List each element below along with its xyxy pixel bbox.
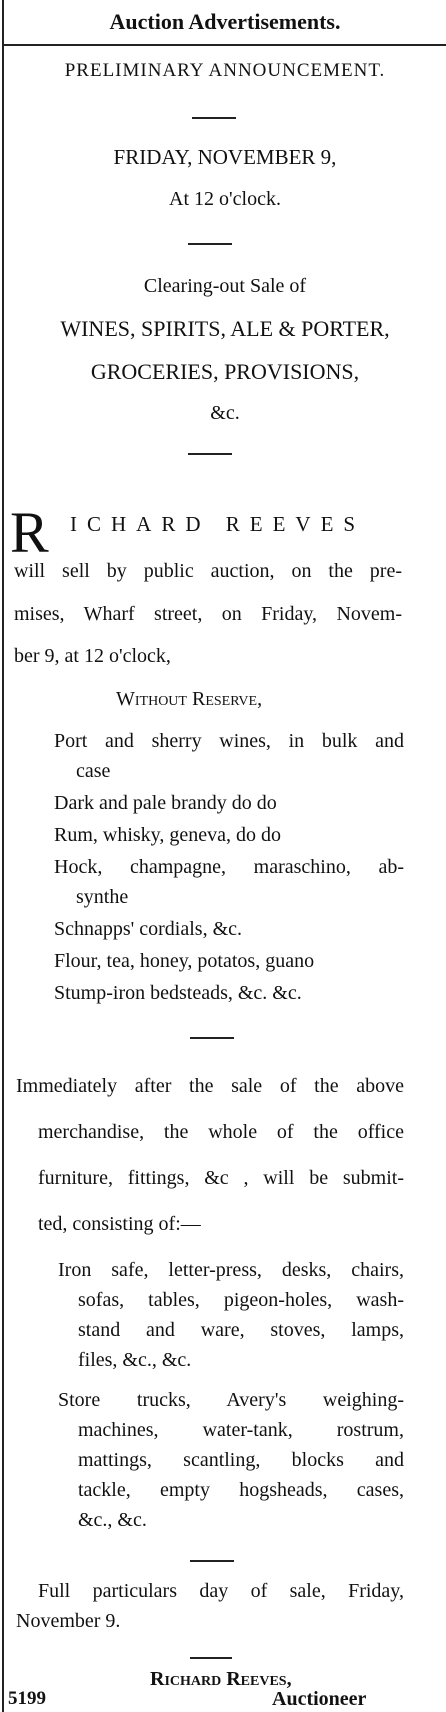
sale-date: FRIDAY, NOVEMBER 9, xyxy=(113,145,337,169)
sale-time: At 12 o'clock. xyxy=(169,188,281,210)
separator-rule xyxy=(190,1037,234,1039)
particulars-line: November 9. xyxy=(16,1610,121,1632)
list-item: Hock, champagne, maraschino, ab- xyxy=(54,856,404,878)
list-item: synthe xyxy=(76,886,129,908)
separator-rule xyxy=(192,117,236,119)
list-item: machines, water-tank, rostrum, xyxy=(78,1419,404,1441)
announcement-heading: PRELIMINARY ANNOUNCEMENT. xyxy=(64,60,386,81)
list-item: files, &c., &c. xyxy=(78,1349,192,1371)
list-item: stand and ware, stoves, lamps, xyxy=(78,1319,404,1341)
list-item: Dark and pale brandy do do xyxy=(54,792,277,814)
ad-number: 5199 xyxy=(8,1688,46,1709)
paragraph-line: ted, consisting of:— xyxy=(38,1213,201,1235)
paragraph-line: merchandise, the whole of the office xyxy=(38,1121,404,1143)
separator-rule xyxy=(190,1560,234,1562)
body-line: will sell by public auction, on the pre- xyxy=(14,560,402,582)
goods-heading-3: &c. xyxy=(210,402,240,424)
list-item: tackle, empty hogsheads, cases, xyxy=(78,1479,404,1501)
list-item: Schnapps' cordials, &c. xyxy=(54,918,243,940)
list-item: Stump-iron bedsteads, &c. &c. xyxy=(54,982,302,1004)
column-left-rule xyxy=(2,0,4,1712)
separator-rule xyxy=(188,453,232,455)
list-item: Iron safe, letter-press, desks, chairs, xyxy=(58,1259,404,1281)
separator-rule xyxy=(190,1657,232,1659)
list-item: Store trucks, Avery's weighing- xyxy=(58,1389,404,1411)
body-line: ber 9, at 12 o'clock, xyxy=(14,645,171,667)
drop-cap: R xyxy=(10,500,49,565)
signature: Richard Reeves, xyxy=(150,1668,292,1690)
body-line: mises, Wharf street, on Friday, Novem- xyxy=(14,603,402,625)
list-item: sofas, tables, pigeon-holes, wash- xyxy=(78,1289,404,1311)
particulars-line: Full particulars day of sale, Friday, xyxy=(38,1580,404,1602)
goods-heading-1: WINES, SPIRITS, ALE & PORTER, xyxy=(60,316,390,341)
list-item: Rum, whisky, geneva, do do xyxy=(54,824,282,846)
separator-rule xyxy=(188,243,232,245)
goods-heading-2: GROCERIES, PROVISIONS, xyxy=(90,359,360,384)
column-header: Auction Advertisements. xyxy=(109,9,341,34)
paragraph-line: furniture, fittings, &c , will be submit- xyxy=(38,1167,404,1189)
paragraph-line: Immediately after the sale of the above xyxy=(16,1075,404,1097)
list-item: case xyxy=(76,760,111,782)
auctioneer-role: Auctioneer xyxy=(272,1688,367,1710)
list-item: Port and sherry wines, in bulk and xyxy=(54,730,404,752)
list-item: mattings, scantling, blocks and xyxy=(78,1449,404,1471)
header-rule xyxy=(4,44,446,46)
auctioneer-name: ICHARD REEVES xyxy=(70,512,366,536)
list-item: Flour, tea, honey, potatos, guano xyxy=(54,950,315,972)
without-reserve: Without Reserve, xyxy=(116,688,263,710)
sale-intro: Clearing-out Sale of xyxy=(143,275,307,297)
list-item: &c., &c. xyxy=(78,1509,147,1531)
